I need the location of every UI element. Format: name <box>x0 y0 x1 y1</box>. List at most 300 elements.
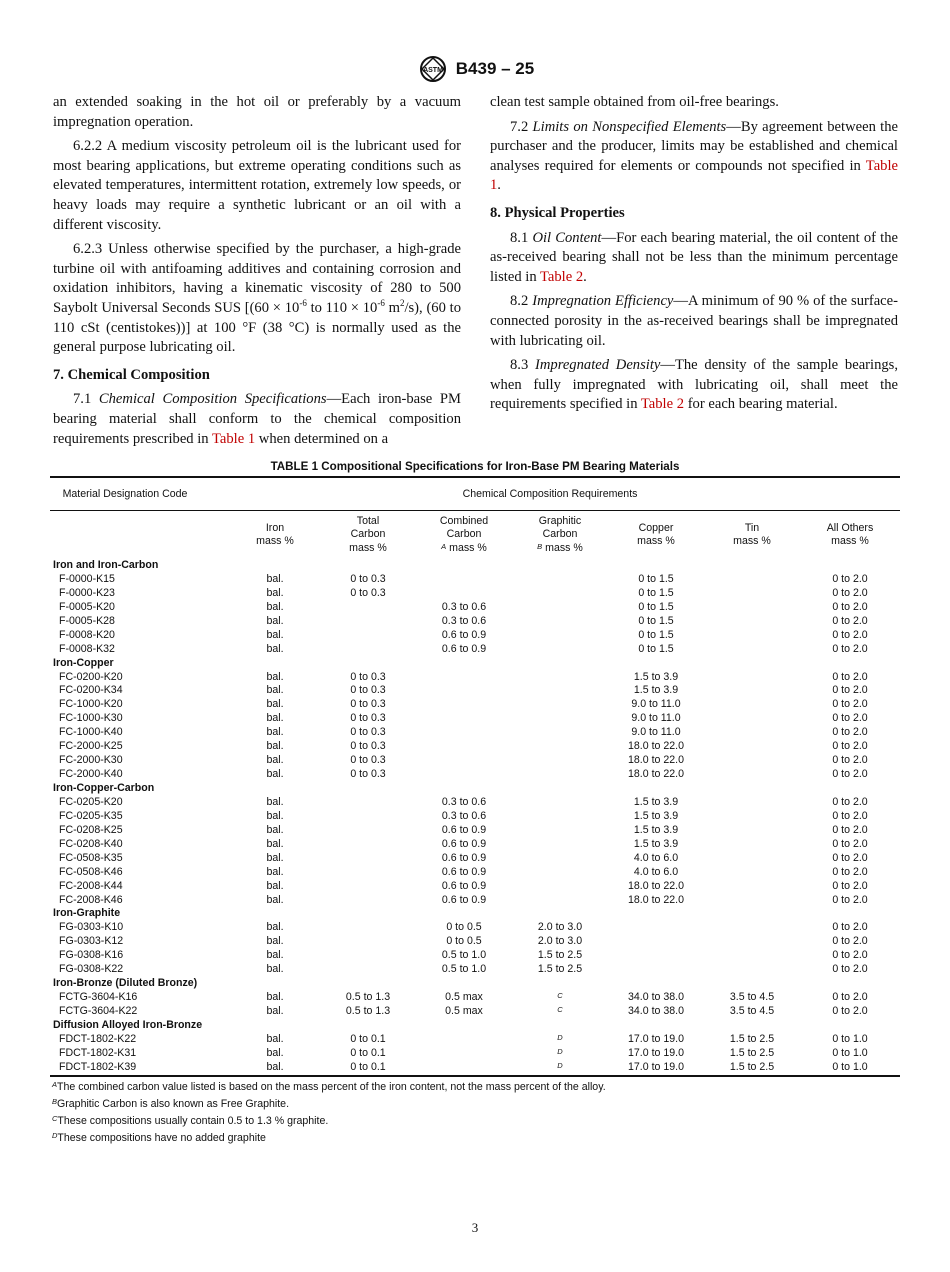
text-run: 8.3 <box>510 357 535 374</box>
table-cell <box>512 601 608 615</box>
table-cell: 1.5 to 3.9 <box>633 837 679 850</box>
table-cell: 0 to 0.5 <box>446 921 482 934</box>
table-cell: bal. <box>266 614 284 627</box>
table-cell: bal. <box>266 684 284 697</box>
paragraph <box>53 240 461 358</box>
table-cell <box>704 852 800 866</box>
table-cell: 0 to 2.0 <box>832 754 868 767</box>
text-run: —Each iron-base PM bearing material shall conform to the chemical composition requirements prescribed in <box>53 391 462 447</box>
table-cell: 18.0 to 22.0 <box>628 893 684 906</box>
table-link[interactable]: Table 1 <box>490 157 898 194</box>
table-row <box>50 629 900 643</box>
table-cell: bal. <box>266 1046 284 1059</box>
text-run: —By agreement between the purchaser and the producer, limits may be established and chemical analyses required for elements or compounds not specified in <box>490 118 898 174</box>
text-run: 7.2 <box>510 118 533 135</box>
superscript: 2 <box>399 298 405 309</box>
table-cell: 0 to 2.0 <box>832 684 868 697</box>
text-run: clean test sample obtained from oil-free bearings. <box>490 94 779 110</box>
table-cell <box>704 671 800 685</box>
table-cell: 0.5 to 1.0 <box>441 949 487 962</box>
footnote-marker: D <box>52 1130 58 1140</box>
table-cell: bal. <box>266 1060 284 1073</box>
table-cell: 0 to 2.0 <box>832 586 868 599</box>
table-cell: bal. <box>266 572 284 585</box>
table-cell: bal. <box>266 1032 284 1045</box>
column-header-line: mass % <box>637 535 675 547</box>
footnote-text: These compositions have no added graphite <box>57 1131 266 1144</box>
table-link[interactable]: Table 2 <box>540 268 584 285</box>
material-code: FG-0308-K16 <box>59 949 124 962</box>
table-cell: 3.5 to 4.5 <box>729 1005 775 1017</box>
table-cell <box>512 629 608 643</box>
section-label: Iron-Copper <box>53 656 114 669</box>
material-code: FC-2000-K25 <box>59 740 123 753</box>
table-cell: 4.0 to 6.0 <box>633 865 679 878</box>
table-cell <box>704 615 800 629</box>
table-cell <box>320 824 416 838</box>
standard-designation: B439 – 25 <box>455 59 535 78</box>
table-cell: 9.0 to 11.0 <box>631 712 681 725</box>
text-run: /s), (60 to 110 cSt (centistokes))] at 100 °F (38 °C) is normally used as the general purpose lubricating oil. <box>53 299 461 356</box>
section-heading <box>490 204 898 224</box>
footnote-marker: A <box>52 1079 58 1089</box>
table-cell <box>704 768 800 782</box>
table-cell <box>704 712 800 726</box>
column-header-line: Carbon <box>446 528 482 541</box>
table-cell <box>320 615 416 629</box>
table-cell <box>608 921 704 935</box>
table-cell <box>512 838 608 852</box>
table-cell <box>512 810 608 824</box>
column-header-line: Copper <box>638 521 674 534</box>
column-header-line: Tin <box>744 521 760 534</box>
text-run: . <box>583 268 587 285</box>
material-code: F-0008-K20 <box>59 628 115 641</box>
table-bottom-rule <box>50 1075 900 1077</box>
column-header-unit: mass % <box>545 541 583 554</box>
table-cell <box>704 587 800 601</box>
table-row <box>50 838 900 852</box>
table-cell: 0.6 to 0.9 <box>441 628 487 641</box>
table-cell: 0.3 to 0.6 <box>441 600 487 613</box>
table-row <box>50 866 900 880</box>
table-row <box>50 601 900 615</box>
table-section-row <box>50 1019 900 1033</box>
table-cell <box>704 880 800 894</box>
material-code: FG-0308-K22 <box>59 963 124 976</box>
footnote-marker: C <box>557 991 563 1001</box>
table-cell <box>512 740 608 754</box>
table-cell: 0 to 0.5 <box>446 935 482 948</box>
left-text-column <box>53 93 461 454</box>
material-code: FC-1000-K30 <box>59 712 123 725</box>
table-cell: 34.0 to 38.0 <box>628 1005 684 1017</box>
table-cell: bal. <box>266 991 284 1004</box>
table-cell <box>416 754 512 768</box>
table-title: TABLE 1 Compositional Specifications for Iron-Base PM Bearing Materials <box>270 460 680 473</box>
table-cell: 0.6 to 0.9 <box>441 837 487 850</box>
table-cell <box>704 796 800 810</box>
text-run: when determined on a <box>255 430 389 447</box>
table-cell: 0 to 2.0 <box>832 991 868 1004</box>
table-row <box>50 1061 900 1075</box>
table-cell: bal. <box>266 698 284 711</box>
material-code: FC-1000-K40 <box>59 726 123 739</box>
footnote-marker: B <box>52 1096 58 1106</box>
text-run: 8.1 <box>510 229 533 246</box>
table-1 <box>50 458 900 1145</box>
svg-text:ASTM: ASTM <box>422 67 443 74</box>
table-cell: 34.0 to 38.0 <box>628 991 684 1004</box>
table-cell <box>416 573 512 587</box>
table-cell <box>512 712 608 726</box>
table-cell: 0 to 0.3 <box>350 698 386 711</box>
table-cell <box>320 629 416 643</box>
table-cell <box>512 1061 608 1075</box>
table-cell: 18.0 to 22.0 <box>628 740 684 753</box>
footnote <box>50 1080 900 1094</box>
table-cell <box>416 698 512 712</box>
table-cell <box>512 643 608 657</box>
table-cell: 0 to 1.5 <box>638 572 674 585</box>
table-cell <box>512 768 608 782</box>
table-cell: 0 to 2.0 <box>832 795 868 808</box>
column-header-line: All Others <box>826 521 874 534</box>
table-row <box>50 935 900 949</box>
paragraph-title: Chemical Composition Specifications <box>98 391 327 408</box>
column-header <box>512 515 608 556</box>
table-cell <box>512 894 608 908</box>
material-code: FDCT-1802-K39 <box>59 1060 137 1073</box>
footnote <box>50 1097 900 1111</box>
column-header-line: mass % <box>733 535 771 547</box>
footnote-text: The combined carbon value listed is based on the mass percent of the iron content, not the mass percent of the alloy. <box>57 1080 606 1093</box>
table-row <box>50 1005 900 1019</box>
table-cell: 0 to 2.0 <box>832 837 868 850</box>
material-code: FC-0205-K35 <box>59 809 123 822</box>
table-cell <box>704 726 800 740</box>
table-cell: 0 to 2.0 <box>832 809 868 822</box>
table-cell: 17.0 to 19.0 <box>628 1032 684 1045</box>
table-cell <box>320 796 416 810</box>
table-cell <box>704 866 800 880</box>
table-cell <box>512 698 608 712</box>
text-run: 6.2.3 Unless otherwise specified by the purchaser, a high-grade turbine oil with antifoaming additives and containing corrosion and oxidation inhibitors, having a kinematic viscosity of 280 to 500 Saybolt Universal Seconds SUS [(60 × 10 <box>53 241 461 316</box>
table-cell: bal. <box>266 670 284 683</box>
material-code: F-0000-K23 <box>59 586 115 599</box>
table-cell: 0 to 2.0 <box>832 921 868 934</box>
table-cell: 1.5 to 3.9 <box>633 795 679 808</box>
table-cell <box>704 754 800 768</box>
column-headers <box>50 511 900 559</box>
table-row <box>50 698 900 712</box>
text-run: an extended soaking in the hot oil or preferably by a vacuum impregnation operation. <box>53 94 461 130</box>
table-cell <box>704 963 800 977</box>
table-section-row <box>50 977 900 991</box>
table-cell: 0 to 2.0 <box>832 614 868 627</box>
table-cell: 0.5 to 1.0 <box>441 963 487 976</box>
paragraph <box>490 229 898 288</box>
material-code: F-0000-K15 <box>59 572 115 585</box>
table-cell: 0.6 to 0.9 <box>441 879 487 892</box>
footnote-marker: C <box>52 1113 58 1123</box>
table-cell: 1.5 to 2.5 <box>729 1032 775 1045</box>
table-section-row <box>50 907 900 921</box>
table-cell: 0 to 2.0 <box>832 823 868 836</box>
table-cell <box>320 935 416 949</box>
table-cell: 1.5 to 2.5 <box>729 1046 775 1059</box>
table-cell: 2.0 to 3.0 <box>537 921 583 934</box>
table-cell: 0 to 2.0 <box>832 642 868 655</box>
table-group-header <box>50 478 900 510</box>
table-cell <box>704 740 800 754</box>
table-cell: bal. <box>266 628 284 641</box>
table-cell <box>320 810 416 824</box>
section-heading <box>53 366 461 386</box>
table-cell: bal. <box>266 935 284 948</box>
table-cell <box>416 671 512 685</box>
material-code: F-0005-K20 <box>59 600 115 613</box>
column-header <box>320 515 416 556</box>
material-code: FC-0200-K34 <box>59 684 123 697</box>
material-code: F-0008-K32 <box>59 642 115 655</box>
table-cell <box>704 629 800 643</box>
paragraph <box>53 137 461 235</box>
footnote-marker: D <box>557 1032 563 1042</box>
table-cell: 0 to 1.0 <box>832 1060 868 1073</box>
column-header-line: Carbon <box>542 528 578 541</box>
table-row <box>50 852 900 866</box>
section-label: Iron-Graphite <box>53 907 121 920</box>
table-cell: 0.6 to 0.9 <box>441 865 487 878</box>
table-row <box>50 796 900 810</box>
table-cell: bal. <box>266 754 284 767</box>
table-cell: 0 to 2.0 <box>832 1005 868 1017</box>
table-cell: 0 to 2.0 <box>832 726 868 739</box>
table-cell <box>416 740 512 754</box>
table-cell: 0 to 1.5 <box>638 600 674 613</box>
table-cell: 0 to 1.5 <box>638 628 674 641</box>
table-row <box>50 1033 900 1047</box>
table-cell: 1.5 to 3.9 <box>633 670 679 683</box>
table-row <box>50 573 900 587</box>
table-cell <box>320 838 416 852</box>
right-text-column <box>490 93 898 420</box>
table-cell <box>704 935 800 949</box>
table-cell <box>416 1033 512 1047</box>
table-cell: 0 to 2.0 <box>832 963 868 976</box>
paragraph <box>490 93 898 113</box>
table-row <box>50 991 900 1005</box>
column-header-line: mass % <box>831 535 869 547</box>
table-row <box>50 587 900 601</box>
table-row <box>50 768 900 782</box>
material-code: FC-2008-K44 <box>59 879 123 892</box>
column-header <box>800 522 900 549</box>
section-label: Iron-Copper-Carbon <box>53 782 155 794</box>
material-code: FDCT-1802-K22 <box>59 1032 137 1045</box>
table-cell <box>704 894 800 908</box>
table-cell <box>320 894 416 908</box>
table-row <box>50 712 900 726</box>
table-cell: 0 to 2.0 <box>832 851 868 864</box>
table-row <box>50 824 900 838</box>
table-cell: 1.5 to 3.9 <box>633 809 679 822</box>
text-run: 8.2 <box>510 293 533 310</box>
table-cell <box>320 866 416 880</box>
table-cell: 0 to 2.0 <box>832 740 868 753</box>
table-row <box>50 949 900 963</box>
table-cell: 0.6 to 0.9 <box>441 851 487 864</box>
table-cell: 0 to 0.1 <box>350 1060 386 1073</box>
table-cell: 1.5 to 2.5 <box>729 1060 775 1073</box>
table-cell: 0 to 0.3 <box>350 712 386 725</box>
table-cell <box>320 880 416 894</box>
table-cell <box>512 852 608 866</box>
table-cell: 9.0 to 11.0 <box>631 698 681 711</box>
material-code: FC-0508-K35 <box>59 851 123 864</box>
table-cell: 0 to 0.1 <box>350 1046 386 1059</box>
table-section-row <box>50 782 900 796</box>
table-cell <box>704 684 800 698</box>
column-header-line: Iron <box>265 521 285 534</box>
table-cell: bal. <box>266 851 284 864</box>
table-cell: 9.0 to 11.0 <box>631 726 681 739</box>
table-row <box>50 963 900 977</box>
material-code: FC-2000-K40 <box>59 768 123 781</box>
column-header-unit: mass % <box>449 541 487 554</box>
table-cell: bal. <box>266 586 284 599</box>
material-code: FC-0200-K20 <box>59 670 123 683</box>
table-cell: bal. <box>266 600 284 613</box>
table-cell <box>512 573 608 587</box>
table-cell: 0.3 to 0.6 <box>441 614 487 627</box>
text-run: for each bearing material. <box>684 396 838 413</box>
paragraph <box>490 292 898 351</box>
table-cell: bal. <box>266 795 284 808</box>
column-header-line: mass % <box>349 541 387 554</box>
footnote <box>50 1114 900 1128</box>
footnote <box>50 1131 900 1145</box>
table-row <box>50 615 900 629</box>
material-code: FC-0208-K25 <box>59 823 123 836</box>
table-cell: bal. <box>266 740 284 753</box>
table-cell <box>320 643 416 657</box>
table-cell: 0 to 2.0 <box>832 628 868 641</box>
text-run: 8. Physical Properties <box>490 204 625 221</box>
text-run: m <box>384 299 400 316</box>
column-header <box>608 522 704 549</box>
table-cell <box>320 921 416 935</box>
material-code: F-0005-K28 <box>59 614 115 627</box>
table-cell <box>512 1005 608 1019</box>
table-cell: 0.5 to 1.3 <box>345 991 391 1004</box>
table-cell: bal. <box>266 893 284 906</box>
table-cell <box>512 1033 608 1047</box>
table-cell <box>416 684 512 698</box>
table-section-row <box>50 559 900 573</box>
table-cell <box>704 573 800 587</box>
column-header-line: Carbon <box>350 528 386 541</box>
table-row <box>50 671 900 685</box>
footnote-text: These compositions usually contain 0.5 to 1.3 % graphite. <box>57 1114 329 1127</box>
table-cell <box>416 1061 512 1075</box>
column-header-line: Combined <box>439 514 489 527</box>
table-cell: 0 to 0.3 <box>350 684 386 697</box>
material-code: FG-0303-K12 <box>59 935 124 948</box>
footnote-marker: B <box>537 541 543 551</box>
table-row <box>50 726 900 740</box>
table-cell: 0.5 max <box>445 1005 483 1017</box>
footnote-marker: A <box>441 541 447 551</box>
table-cell: 0.6 to 0.9 <box>441 893 487 906</box>
table-cell: 0 to 1.0 <box>832 1032 868 1045</box>
table-cell: 0 to 2.0 <box>832 698 868 711</box>
table-cell <box>416 768 512 782</box>
table-section-row <box>50 657 900 671</box>
text-run: to 110 × 10 <box>306 299 378 316</box>
table-cell <box>416 726 512 740</box>
table-cell <box>512 726 608 740</box>
table-body <box>50 559 900 1075</box>
table-cell: 0.3 to 0.6 <box>441 809 487 822</box>
table-link[interactable]: Table 1 <box>212 430 256 447</box>
material-code: FDCT-1802-K31 <box>59 1046 137 1059</box>
text-run: —A minimum of 90 % of the surface-connected porosity in the as-received bearings shall be impregnated with lubricating oil. <box>490 293 899 349</box>
table-cell: 0 to 2.0 <box>832 865 868 878</box>
column-header <box>416 515 512 556</box>
table-cell <box>512 866 608 880</box>
table-cell <box>512 671 608 685</box>
table-cell <box>704 921 800 935</box>
text-run: —For each bearing material, the oil content of the as-received bearing shall not be less than the minimum percentage listed in <box>490 229 898 285</box>
table-cell <box>608 949 704 963</box>
table-row <box>50 921 900 935</box>
table-cell <box>512 587 608 601</box>
paragraph <box>53 390 461 449</box>
table-cell: 0 to 1.0 <box>832 1046 868 1059</box>
footnote-text: Graphitic Carbon is also known as Free Graphite. <box>57 1097 290 1110</box>
material-code: FC-1000-K20 <box>59 698 123 711</box>
table-cell: 0 to 0.3 <box>350 572 386 585</box>
table-cell: bal. <box>266 921 284 934</box>
table-row <box>50 684 900 698</box>
table-cell: 0 to 2.0 <box>832 670 868 683</box>
table-cell: 0 to 2.0 <box>832 935 868 948</box>
table-cell: 1.5 to 2.5 <box>537 963 583 976</box>
material-code: FCTG-3604-K22 <box>59 1005 138 1017</box>
table-cell: bal. <box>266 642 284 655</box>
footnote-marker: D <box>557 1046 563 1056</box>
table-cell <box>704 949 800 963</box>
table-cell <box>704 698 800 712</box>
section-label: Diffusion Alloyed Iron-Bronze <box>53 1018 203 1031</box>
paragraph-title: Limits on Nonspecified Elements <box>532 118 727 135</box>
table-cell: 17.0 to 19.0 <box>628 1046 684 1059</box>
table-cell: 2.0 to 3.0 <box>537 935 583 948</box>
table-cell: 17.0 to 19.0 <box>628 1060 684 1073</box>
table-cell: 0 to 0.3 <box>350 586 386 599</box>
table-cell: 0 to 2.0 <box>832 768 868 781</box>
material-code: FC-0508-K46 <box>59 865 123 878</box>
table-link[interactable]: Table 2 <box>640 396 685 413</box>
table-cell: bal. <box>266 949 284 962</box>
section-label: Iron and Iron-Carbon <box>53 559 159 571</box>
table-cell: 0 to 0.3 <box>350 726 386 739</box>
text-run: 7.1 <box>73 391 99 408</box>
table-cell: 0 to 0.3 <box>350 768 386 781</box>
table-row <box>50 643 900 657</box>
